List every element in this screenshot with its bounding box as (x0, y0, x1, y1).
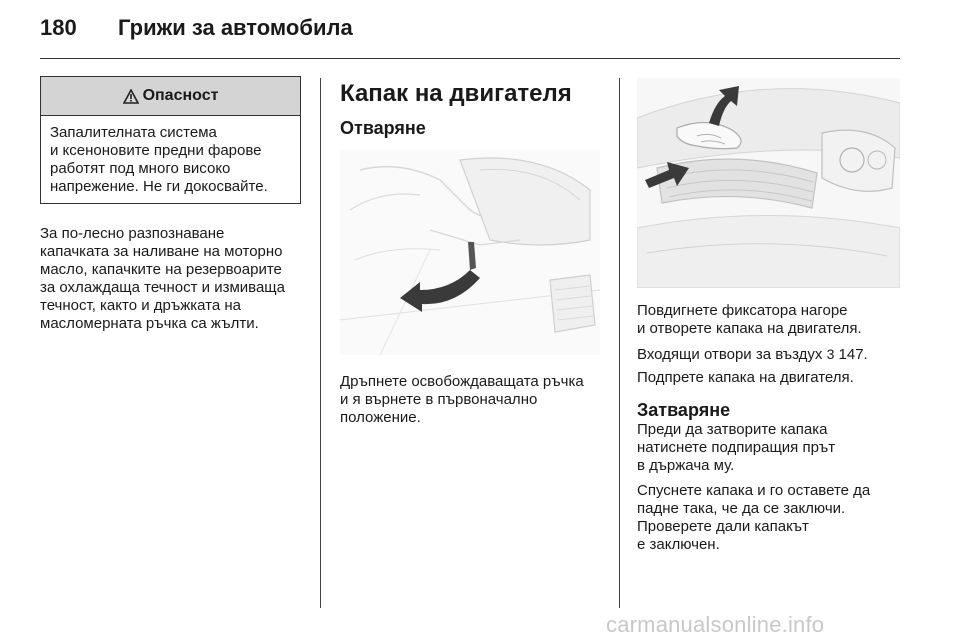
text-line: натиснете подпиращия прът (637, 439, 836, 456)
text-line: Дръпнете освобождаващата ръчка (340, 373, 584, 390)
header-rule (40, 58, 900, 59)
warning-box (40, 76, 301, 204)
warning-line: и ксеноновите предни фарове (50, 142, 262, 159)
lever-caption (340, 373, 610, 427)
lower-hood-paragraph (637, 482, 907, 554)
column-divider-right (619, 78, 620, 608)
text-line: Входящи отвори за въздух (637, 346, 823, 363)
hood-title: Капак на двигателя (340, 80, 572, 107)
opening-subtitle: Отваряне (340, 118, 426, 138)
warning-line: работят под много високо (50, 160, 231, 177)
page-number: 180 (40, 15, 77, 40)
text-line: масло, капачките на резервоарите (40, 261, 282, 278)
prop-hood-paragraph: Подпрете капака на двигателя. (637, 369, 854, 386)
text-line: За по-лесно разпознаване (40, 225, 225, 242)
text-line: Преди да затворите капака (637, 421, 828, 438)
warning-label: Опасност (142, 87, 219, 104)
warning-triangle-icon (123, 89, 139, 104)
warning-line: Запалителната система (50, 124, 217, 141)
page-reference: 147. (838, 346, 868, 363)
warning-line: напрежение. Не ги докосвайте. (50, 178, 268, 195)
text-line: течност, както и дръжката на (40, 297, 241, 314)
text-line: в държача му. (637, 457, 735, 474)
section-title: Грижи за автомобила (118, 15, 353, 40)
lift-latch-paragraph (637, 302, 907, 338)
hood-latch-illustration (637, 78, 900, 288)
text-line: е заключен. (637, 536, 720, 553)
closing-subtitle: Затваряне (637, 400, 731, 420)
warning-header (41, 77, 300, 116)
reference-arrow-icon: 3 (826, 346, 835, 362)
text-line: падне така, че да се заключи. (637, 500, 846, 517)
hood-release-lever-illustration (340, 150, 600, 355)
text-line: Спуснете капака и го оставете да (637, 482, 871, 499)
text-line: и я върнете в първоначално (340, 391, 538, 408)
column-divider-left (320, 78, 321, 608)
air-inlet-paragraph (637, 345, 907, 364)
text-line: Повдигнете фиксатора нагоре (637, 302, 848, 319)
text-line: масломерната ръчка са жълти. (40, 315, 259, 332)
before-closing-paragraph (637, 421, 907, 475)
left-paragraph (40, 225, 312, 333)
text-line: и отворете капака на двигателя. (637, 320, 862, 337)
text-line: Проверете дали капакът (637, 518, 809, 535)
watermark: carmanualsonline.info (606, 612, 825, 637)
text-line: капачката за наливане на моторно (40, 243, 283, 260)
text-line: положение. (340, 409, 421, 426)
text-line: за охлаждаща течност и измиваща (40, 279, 285, 296)
warning-text (41, 116, 300, 204)
